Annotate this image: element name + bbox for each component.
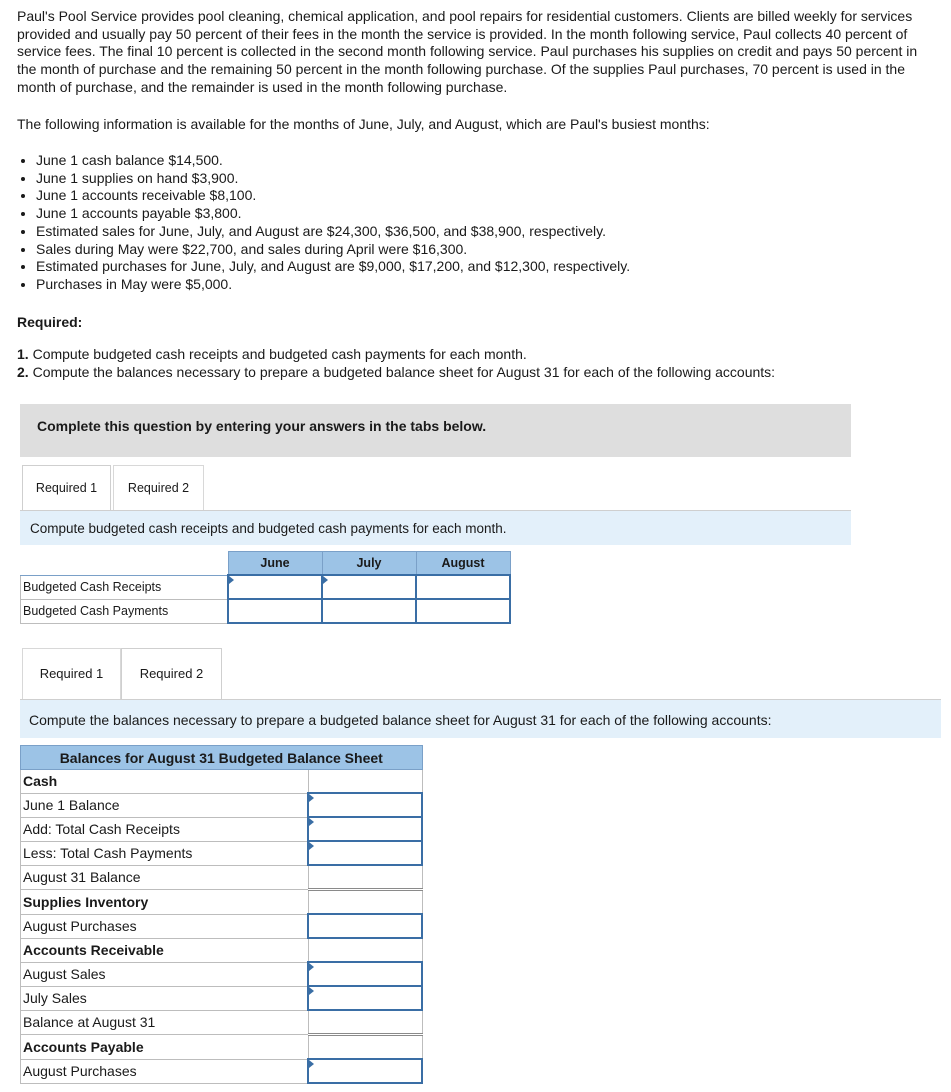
row-label: Supplies Inventory	[21, 890, 309, 915]
list-item: • June 1 accounts payable $3,800.	[36, 205, 630, 223]
row-label: August 31 Balance	[21, 865, 309, 890]
table-row	[21, 1010, 423, 1035]
list-item: • June 1 cash balance $14,500.	[36, 152, 630, 170]
value-cell	[308, 1035, 422, 1060]
total-cash-payments-input[interactable]	[308, 841, 422, 865]
row-label: June 1 Balance	[21, 793, 309, 817]
payments-july-input[interactable]	[322, 599, 416, 623]
receipts-june-input[interactable]	[228, 575, 322, 599]
required-text: Compute budgeted cash receipts and budgeted cash payments for each month.	[32, 346, 527, 362]
value-cell	[308, 890, 422, 915]
table-row	[21, 865, 423, 890]
input-field[interactable]	[323, 576, 415, 598]
required-num: 1.	[17, 346, 29, 362]
list-item: • Estimated sales for June, July, and August are $24,300, $36,500, and $38,900, respectively.	[36, 223, 630, 241]
row-label: July Sales	[21, 986, 309, 1010]
input-field[interactable]	[229, 576, 321, 598]
table-row	[21, 986, 423, 1010]
row-label: Less: Total Cash Payments	[21, 841, 309, 865]
column-header-july: July	[322, 552, 416, 576]
row-label: Accounts Payable	[21, 1035, 309, 1060]
req2-prompt: Compute the balances necessary to prepare a budgeted balance sheet for August 31 for each of the following accounts:	[29, 712, 772, 728]
intro-paragraph: Paul's Pool Service provides pool cleaning, chemical application, and pool repairs for residential customers. Clients are billed weekly for services provided and usually pay 50 percent of their fees in the month the service is provided. In the month following service, Paul collects 40 percent of service fees. The final 10 percent is collected in the second month following service. Paul purchases his supplies on credit and pays 50 percent in the month of purchase and the remaining 50 percent in the month following purchase. Of the supplies Paul purchases, 70 percent is used in the month of purchase, and the remainder is used in the month following purchase.	[17, 8, 918, 95]
req1-prompt: Compute budgeted cash receipts and budgeted cash payments for each month.	[30, 521, 507, 536]
table-row	[21, 914, 423, 938]
row-label: August Purchases	[21, 914, 309, 938]
table-row	[21, 599, 511, 623]
input-field[interactable]	[309, 842, 421, 864]
required-text: Compute the balances necessary to prepare a budgeted balance sheet for August 31 for each of the following accounts:	[32, 363, 776, 380]
info-line: The following information is available for the months of June, July, and August, which are Paul's busiest months:	[17, 116, 710, 132]
table-row	[21, 1035, 423, 1060]
row-label: August Purchases	[21, 1059, 309, 1083]
list-item: • June 1 supplies on hand $3,900.	[36, 170, 630, 188]
list-item: • Sales during May were $22,700, and sales during April were $16,300.	[36, 241, 630, 259]
table-row	[21, 575, 511, 599]
receipts-august-input[interactable]	[416, 575, 510, 599]
problem-description	[17, 8, 937, 97]
list-item: • June 1 accounts receivable $8,100.	[36, 187, 630, 205]
req1-table	[20, 551, 511, 624]
payments-august-input[interactable]	[416, 599, 510, 623]
list-item: • Estimated purchases for June, July, and August are $9,000, $17,200, and $12,300, respectively.	[36, 258, 630, 276]
req1-prompt-band	[20, 511, 851, 545]
input-field[interactable]	[309, 1060, 421, 1082]
value-cell	[308, 770, 422, 794]
row-label: Budgeted Cash Payments	[21, 599, 229, 623]
input-field[interactable]	[229, 600, 321, 622]
required-list	[17, 346, 775, 381]
table-row	[21, 890, 423, 915]
table-row	[21, 962, 423, 986]
input-field[interactable]	[309, 963, 421, 985]
input-field[interactable]	[417, 576, 509, 598]
value-cell	[308, 938, 422, 962]
row-label: Budgeted Cash Receipts	[21, 575, 229, 599]
table-row	[21, 817, 423, 841]
row-label: August Sales	[21, 962, 309, 986]
tab-required-2[interactable]: Required 2	[121, 648, 222, 700]
receivable-balance-total	[308, 1010, 422, 1035]
req2-prompt-band	[20, 700, 941, 738]
row-label: Accounts Receivable	[21, 938, 309, 962]
input-field[interactable]	[309, 915, 421, 937]
table-row	[21, 1059, 423, 1083]
list-item: • Purchases in May were $5,000.	[36, 276, 630, 294]
input-field[interactable]	[309, 987, 421, 1009]
tab-required-2[interactable]: Required 2	[113, 465, 204, 511]
row-label: Balance at August 31	[21, 1010, 309, 1035]
input-field[interactable]	[309, 818, 421, 840]
payable-august-purchases-input[interactable]	[308, 1059, 422, 1083]
given-info-list	[20, 152, 630, 294]
header-blank	[21, 552, 229, 576]
req2-table	[20, 745, 423, 1084]
column-header-august: August	[416, 552, 510, 576]
table-title: Balances for August 31 Budgeted Balance Sheet	[21, 746, 423, 770]
august-31-cash-total	[308, 865, 422, 890]
table-row	[21, 793, 423, 817]
tab-required-1[interactable]: Required 1	[22, 648, 121, 700]
required-heading: Required:	[17, 314, 83, 330]
tab-bar-1	[22, 465, 204, 511]
receipts-july-input[interactable]	[322, 575, 416, 599]
total-cash-receipts-input[interactable]	[308, 817, 422, 841]
instruction-box	[20, 404, 851, 457]
required-num: 2.	[17, 363, 29, 380]
august-sales-input[interactable]	[308, 962, 422, 986]
input-field[interactable]	[417, 600, 509, 622]
tab-required-1[interactable]: Required 1	[22, 465, 111, 511]
row-label: Add: Total Cash Receipts	[21, 817, 309, 841]
instruction-text: Complete this question by entering your answers in the tabs below.	[37, 418, 487, 434]
table-row	[21, 770, 423, 794]
table-row	[21, 938, 423, 962]
table-row	[21, 841, 423, 865]
payments-june-input[interactable]	[228, 599, 322, 623]
july-sales-input[interactable]	[308, 986, 422, 1010]
tab-bar-2	[22, 648, 222, 700]
june-1-balance-input[interactable]	[308, 793, 422, 817]
input-field[interactable]	[309, 794, 421, 816]
column-header-june: June	[228, 552, 322, 576]
row-label: Cash	[21, 770, 309, 794]
input-field[interactable]	[323, 600, 415, 622]
supplies-august-purchases-input[interactable]	[308, 914, 422, 938]
